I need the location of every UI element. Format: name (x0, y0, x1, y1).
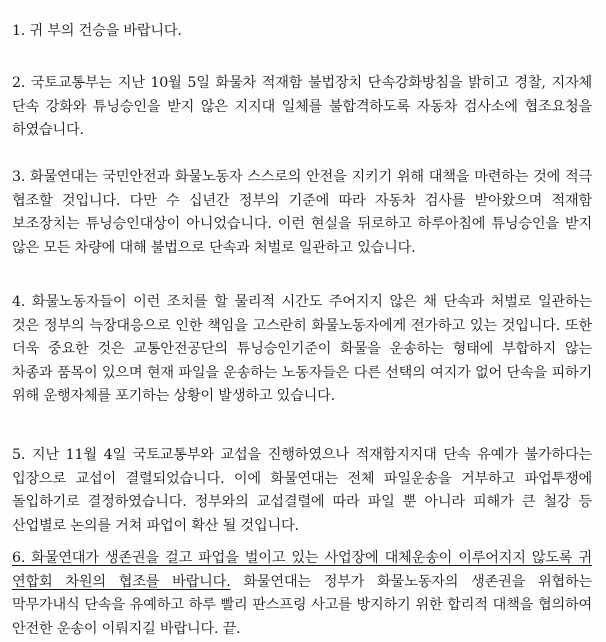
paragraph-6-rest: 화물연대는 정부가 화물노동자의 생존권을 위협하는 막무가내식 단속을 유예하고 하루 빨리 판스프링 사고를 방지하기 위한 합리적 대책을 협의하여 안전한 운송이 이뤄지길 바랍니다. 끝. (12, 573, 593, 637)
paragraph-1: 1. 귀 부의 건승을 바랍니다. (12, 23, 182, 40)
paragraph-4: 4. 화물노동자들이 이런 조치를 할 물리적 시간도 주어지지 않은 채 단속과 처벌로 일관하는 것은 정부의 늑장대응으로 인한 책임을 고스란히 화물노동자에게 전가하고 있는 것입니다. 또한 더욱 중요한 것은 교통안전공단의 튜닝승인기준이 화물을 운송하는 형태에 부합하지 않는 차종과 품목이 있으며 현재 파일을 운송하는 노동자들은 다른 선택의 여지가 없어 단속을 피하기 위해 운행자체를 포기하는 상황이 발생하고 있습니다. (12, 294, 592, 405)
paragraph-2: 2. 국토교통부는 지난 10월 5일 화물차 적재함 불법장치 단속강화방침을 밝히고 경찰, 지자체 단속 강화와 튜닝승인을 받지 않은 지지대 일체를 불합격하도록 자동차 검사소에 협조요청을 하였습니다. (12, 75, 592, 139)
paragraph-6-underlined-request: 6. 화물연대가 생존권을 걸고 파업을 벌이고 있는 사업장에 대체운송이 이루어지지 않도록 귀 연합회 차원의 협조를 바랍니다. (12, 550, 592, 590)
paragraph-3: 3. 화물연대는 국민안전과 화물노동자 스스로의 안전을 지키기 위해 대책을 마련하는 것에 적극 협조할 것입니다. 다만 수 십년간 정부의 기준에 따라 자동차 검사를 받아왔으며 적재함 보조장치는 튜닝승인대상이 아니었습니다. 이런 현실을 뒤로하고 하루아침에 튜닝승인을 받지 않은 모든 차량에 대해 불법으로 단속과 처벌로 일관하고 있습니다. (12, 169, 592, 256)
paragraph-5: 5. 지난 11월 4일 국토교통부와 교섭을 진행하였으나 적재함지지대 단속 유예가 불가하다는 입장으로 교섭이 결렬되었습니다. 이에 화물연대는 전체 파일운송을 거부하고 파업투쟁에 돌입하기로 결정하였습니다. 정부와의 교섭결렬에 따라 파일 뿐 아니라 피해가 큰 철강 등 산업별로 논의를 거쳐 파업이 확산 될 것입니다. (12, 447, 592, 534)
paragraph-6 (12, 547, 592, 641)
